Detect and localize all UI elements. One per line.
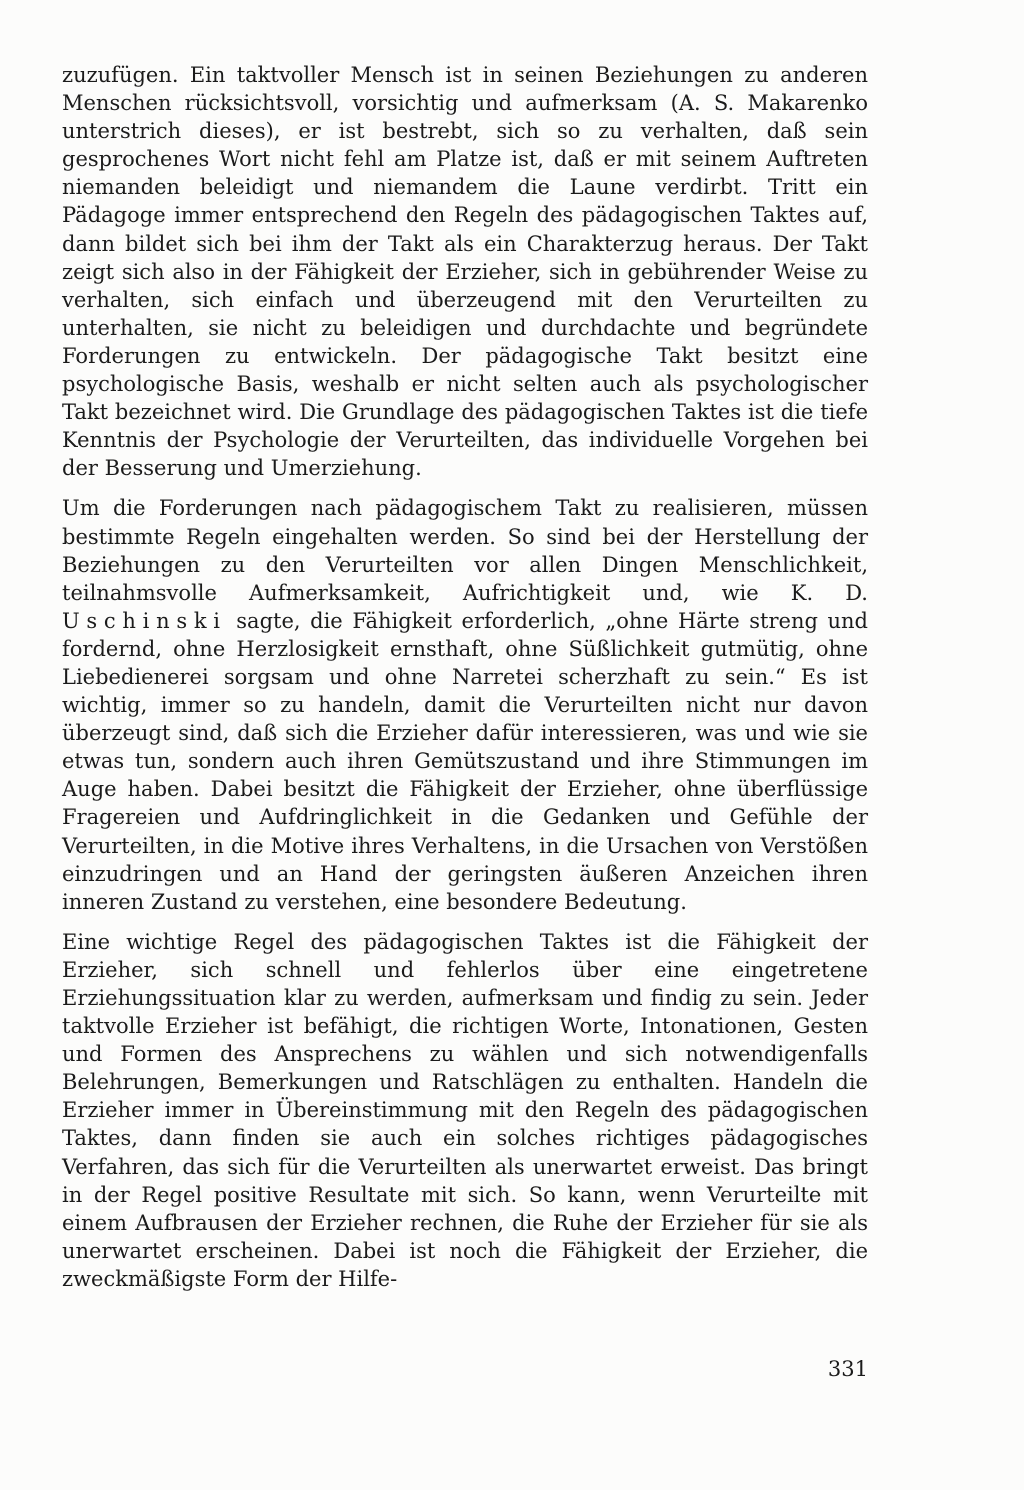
body-text bbox=[62, 61, 868, 1293]
page-number: 331 bbox=[827, 1357, 868, 1381]
paragraph-1-text: zuzufügen. Ein taktvoller Mensch ist in seinen Beziehungen zu anderen Menschen rücksichtsvoll, vorsichtig und aufmerksam (A. S. Makarenko unterstrich dieses), er ist bestrebt, sich so zu verhalten, daß sein gesprochenes Wort nicht fehl am Platze ist, daß er mit seinem Auftreten niemanden beleidigt und niemandem die Laune verdirbt. Tritt ein Pädagoge immer entsprechend den Regeln des pädagogischen Taktes auf, dann bildet sich bei ihm der Takt als ein Charakterzug heraus. Der Takt zeigt sich also in der Fähigkeit der Erzieher, sich in gebührender Weise zu verhalten, sich einfach und überzeugend mit den Verurteilten zu unterhalten, sie nicht zu beleidigen und durchdachte und begründete Forderungen zu entwickeln. Der pädagogische Takt besitzt eine psychologische Basis, weshalb er nicht selten auch als psychologischer Takt bezeichnet wird. Die Grundlage des pädagogischen Taktes ist die tiefe Kenntnis der Psychologie der Verurteilten, das individuelle Vorgehen bei der Besserung und Umerziehung. bbox=[62, 63, 868, 481]
paragraph-2 bbox=[62, 494, 868, 915]
paragraph-3-text: Eine wichtige Regel des pädagogischen Taktes ist die Fähigkeit der Erzieher, sich schnell und fehlerlos über eine eingetretene Erziehungssituation klar zu werden, aufmerksam und findig zu sein. Jeder taktvolle Erzieher ist befähigt, die richtigen Worte, Intonationen, Gesten und Formen des Ansprechens zu wählen und sich notwendigenfalls Belehrungen, Bemerkungen und Ratschlägen zu enthalten. Handeln die Erzieher immer in Übereinstimmung mit den Regeln des pädagogischen Taktes, dann finden sie auch ein solches richtiges pädagogisches Verfahren, das sich für die Verurteilten als unerwartet erweist. Das bringt in der Regel positive Resultate mit sich. So kann, wenn Verurteilte mit einem Aufbrausen der Erzieher rechnen, die Ruhe der Erzieher für sie als unerwartet erscheinen. Dabei ist noch die Fähigkeit der Erzieher, die zweckmäßigste Form der Hilfe- bbox=[62, 929, 868, 1291]
paragraph-1 bbox=[62, 61, 868, 482]
paragraph-2-text-start: Um die Forderungen nach pädagogischem Takt zu realisieren, müssen bestimmte Regeln eingehalten werden. So sind bei der Herstellung der Beziehungen zu den Verurteilten vor allen Dingen Menschlichkeit, teilnahmsvolle Aufmerksamkeit, Aufrichtigkeit und, wie K. D. bbox=[62, 496, 868, 605]
author-name-uschinski: Uschinski bbox=[62, 608, 227, 633]
paragraph-2-text-end: sagte, die Fähigkeit erforderlich, „ohne Härte streng und fordernd, ohne Herzlosigkeit ernsthaft, ohne Süßlichkeit gutmütig, ohne Liebedienerei sorgsam und ohne Narretei scherzhaft zu sein.“ Es ist wichtig, immer so zu handeln, damit die Verurteilten nicht nur davon überzeugt sind, daß sich die Erzieher dafür interessieren, was und wie sie etwas tun, sondern auch ihren Gemütszustand und ihre Stimmungen im Auge haben. Dabei besitzt die Fähigkeit der Erzieher, ohne überflüssige Fragereien und Aufdringlichkeit in die Gedanken und Gefühle der Verurteilten, in die Motive ihres Verhaltens, in die Ursachen von Verstößen einzudringen und an Hand der geringsten äußeren Anzeichen ihren inneren Zustand zu verstehen, eine besondere Bedeutung. bbox=[62, 608, 868, 914]
paragraph-3 bbox=[62, 928, 868, 1293]
